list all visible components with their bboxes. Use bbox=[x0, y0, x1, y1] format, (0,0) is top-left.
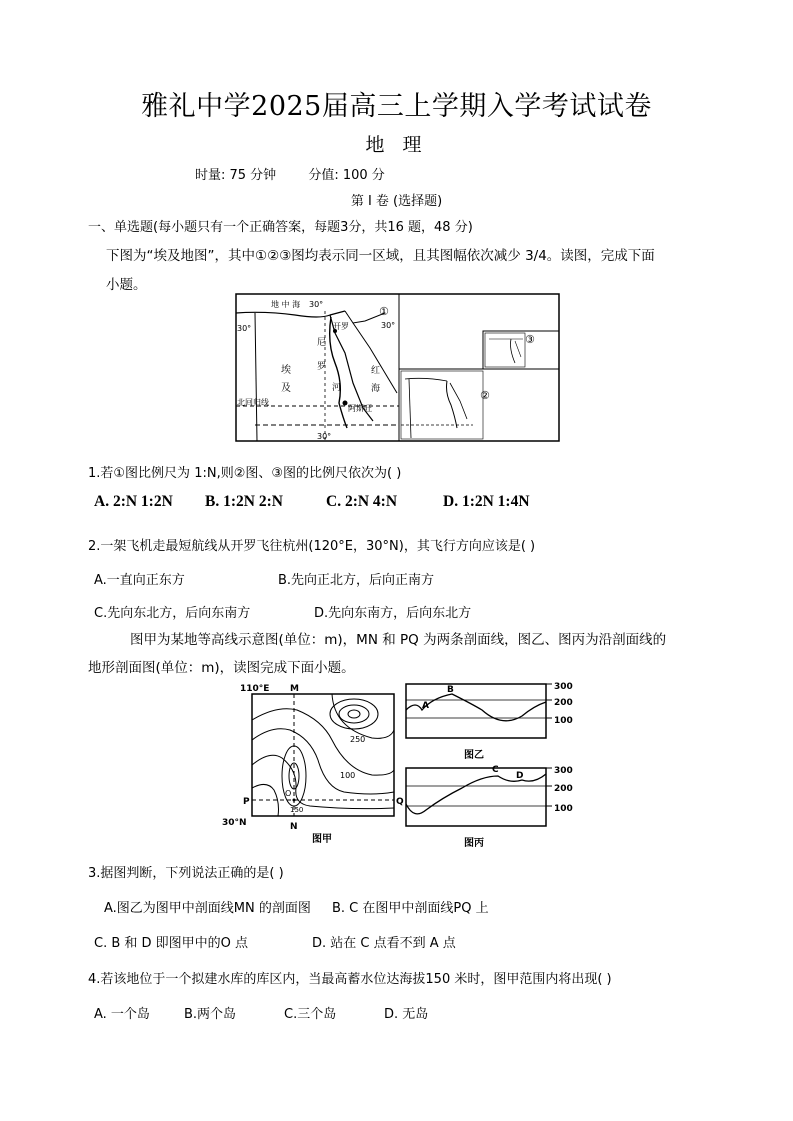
map-sea-label: 地 中 海 bbox=[271, 300, 301, 309]
exam-time: 时量: 75 分钟 bbox=[195, 168, 277, 183]
contour-map-jia bbox=[222, 680, 402, 850]
part-heading: 第 I 卷 (选择题) bbox=[350, 194, 443, 209]
q4-text: 4.若该地位于一个拟建水库的库区内，当最高蓄水位达海拔150 米时，图甲范围内将出现( ) bbox=[88, 972, 612, 987]
map-marker-2: ② bbox=[480, 389, 490, 402]
q2-option-a: A.一直向正东方 bbox=[94, 573, 185, 588]
map-lat-label-b: 30° bbox=[237, 324, 252, 333]
intro1-line2: 小题。 bbox=[106, 277, 147, 293]
map-nile-1: 尼 bbox=[317, 338, 327, 348]
q1-text: 1.若①图比例尺为 1:N,则②图、③图的比例尺依次为( ) bbox=[88, 466, 402, 481]
q4-option-a: A. 一个岛 bbox=[94, 1007, 150, 1022]
profile-d-label: D bbox=[516, 771, 524, 781]
contour-label-250: 250 bbox=[350, 735, 366, 744]
contour-o-label: O bbox=[285, 789, 292, 798]
map-tropic-label: 北回归线 bbox=[237, 398, 269, 407]
q3-option-a: A.图乙为图甲中剖面线MN 的剖面图 bbox=[104, 901, 311, 916]
map-marker-3: ③ bbox=[525, 333, 535, 346]
map-egypt-1: 埃 bbox=[281, 365, 291, 376]
section-heading: 一、单选题(每小题只有一个正确答案，每题3分，共16 题，48 分) bbox=[88, 220, 473, 235]
subject-title: 地 理 bbox=[365, 134, 428, 156]
q1-option-c: C. 2:N 4:N bbox=[326, 493, 398, 510]
q3-option-c: C. B 和 D 即图甲中的O 点 bbox=[94, 936, 249, 951]
q2-option-b: B.先向正北方，后向正南方 bbox=[278, 573, 435, 588]
exam-meta bbox=[195, 164, 413, 183]
caption-jia: 图甲 bbox=[312, 834, 332, 845]
intro2-line2: 地形剖面图(单位：m)，读图完成下面小题。 bbox=[88, 660, 355, 676]
map-cairo-label: 开罗 bbox=[333, 322, 349, 331]
map-egypt-2: 及 bbox=[281, 383, 291, 394]
map-red-2: 海 bbox=[371, 384, 381, 394]
contour-lat-label: 30°N bbox=[222, 818, 247, 828]
map-nile-2: 罗 bbox=[317, 362, 327, 372]
map-marker-1: ① bbox=[379, 305, 389, 318]
q3-option-d: D. 站在 C 点看不到 A 点 bbox=[312, 936, 456, 951]
q4-option-c: C.三个岛 bbox=[284, 1007, 337, 1022]
intro2-line1: 图甲为某地等高线示意图(单位：m)，MN 和 PQ 为两条剖面线，图乙、图丙为沿剖面线的 bbox=[130, 632, 667, 648]
contour-label-150: 150 bbox=[290, 806, 304, 814]
exam-score: 分值: 100 分 bbox=[308, 168, 385, 183]
profile-a-label: A bbox=[422, 701, 429, 711]
q3-option-b: B. C 在图甲中剖面线PQ 上 bbox=[332, 901, 489, 916]
q4-option-b: B.两个岛 bbox=[184, 1007, 237, 1022]
q2-option-d: D.先向东南方，后向东北方 bbox=[314, 606, 472, 621]
intro1-line1: 下图为“埃及地图”，其中①②③图均表示同一区域，且其图幅依次减少 3/4。读图，完成下面 bbox=[106, 248, 655, 264]
profile-yi-300: 300 bbox=[554, 682, 573, 692]
q1-option-a: A. 2:N 1:2N bbox=[94, 493, 173, 510]
profile-b-label: B bbox=[447, 685, 454, 695]
contour-n-label: N bbox=[290, 822, 298, 832]
caption-bing: 图丙 bbox=[464, 838, 484, 849]
caption-yi: 图乙 bbox=[464, 750, 484, 761]
egypt-map-figure bbox=[235, 293, 560, 443]
map-lat-label-c: 30° bbox=[381, 321, 396, 330]
contour-q-label: Q bbox=[396, 797, 404, 807]
profile-yi-200: 200 bbox=[554, 698, 573, 708]
q2-option-c: C.先向东北方，后向东南方 bbox=[94, 606, 251, 621]
profile-bing-300: 300 bbox=[554, 766, 573, 776]
contour-lon-label: 110°E bbox=[240, 684, 270, 694]
map-lat-label-a: 30° bbox=[309, 300, 324, 309]
profile-bing-200: 200 bbox=[554, 784, 573, 794]
contour-label-100: 100 bbox=[340, 771, 356, 780]
profile-yi-100: 100 bbox=[554, 716, 573, 726]
exam-title: 雅礼中学2025届高三上学期入学考试试卷 bbox=[141, 91, 652, 122]
map-aswan-label: 阿斯旺 bbox=[348, 404, 372, 413]
profile-yi bbox=[402, 680, 582, 765]
profile-bing-100: 100 bbox=[554, 804, 573, 814]
profile-c-label: C bbox=[492, 765, 499, 775]
profile-bing bbox=[402, 764, 582, 854]
map-lat-label-d: 30° bbox=[317, 432, 332, 441]
contour-m-label: M bbox=[290, 684, 299, 694]
q4-option-d: D. 无岛 bbox=[384, 1007, 429, 1022]
contour-p-label: P bbox=[243, 797, 250, 807]
q1-option-d: D. 1:2N 1:4N bbox=[443, 493, 530, 510]
q2-text: 2.一架飞机走最短航线从开罗飞往杭州(120°E，30°N)，其飞行方向应该是( ) bbox=[88, 539, 536, 554]
map-red-1: 红 bbox=[371, 366, 381, 376]
q1-option-b: B. 1:2N 2:N bbox=[205, 493, 283, 510]
map-nile-3: 河 bbox=[332, 383, 342, 393]
q3-text: 3.据图判断，下列说法正确的是( ) bbox=[88, 866, 284, 881]
